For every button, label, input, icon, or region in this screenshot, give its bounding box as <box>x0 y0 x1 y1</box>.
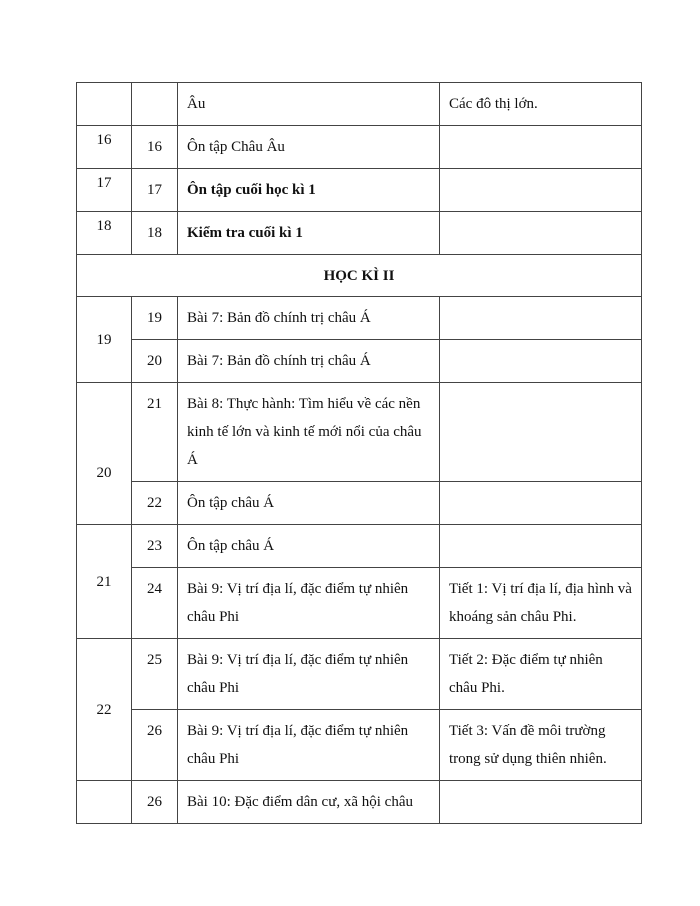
week-cell: 19 <box>77 297 132 383</box>
table-row <box>77 710 642 781</box>
lesson-cell: 24 <box>132 568 178 639</box>
content-cell: Bài 10: Đặc điểm dân cư, xã hội châu <box>178 781 440 824</box>
table-row <box>77 297 642 340</box>
content-cell: Âu <box>178 83 440 126</box>
note-cell <box>440 212 642 255</box>
note-cell <box>440 482 642 525</box>
week-cell: 20 <box>77 383 132 525</box>
lesson-cell: 18 <box>132 212 178 255</box>
content-cell: Ôn tập Châu Âu <box>178 126 440 169</box>
content-cell: Bài 9: Vị trí địa lí, đặc điểm tự nhiên châu Phi <box>178 639 440 710</box>
note-cell <box>440 126 642 169</box>
note-cell: Tiết 3: Vấn đề môi trường trong sử dụng thiên nhiên. <box>440 710 642 781</box>
content-cell: Bài 8: Thực hành: Tìm hiểu về các nền kinh tế lớn và kinh tế mới nổi của châu Á <box>178 383 440 482</box>
table-row <box>77 568 642 639</box>
table-row <box>77 212 642 255</box>
lesson-cell: 26 <box>132 710 178 781</box>
week-cell: 21 <box>77 525 132 639</box>
table-row <box>77 383 642 482</box>
lesson-cell: 19 <box>132 297 178 340</box>
table-row <box>77 83 642 126</box>
content-cell: Ôn tập châu Á <box>178 482 440 525</box>
table-row <box>77 482 642 525</box>
week-cell: 17 <box>77 169 132 212</box>
semester-heading: HỌC KÌ II <box>77 255 642 297</box>
note-cell <box>440 781 642 824</box>
curriculum-table <box>76 82 642 824</box>
week-cell: 22 <box>77 639 132 781</box>
note-cell <box>440 297 642 340</box>
week-cell: 18 <box>77 212 132 255</box>
table-row <box>77 340 642 383</box>
note-cell <box>440 383 642 482</box>
table-row <box>77 525 642 568</box>
lesson-cell: 17 <box>132 169 178 212</box>
content-cell: Bài 7: Bản đồ chính trị châu Á <box>178 297 440 340</box>
content-cell: Bài 9: Vị trí địa lí, đặc điểm tự nhiên châu Phi <box>178 710 440 781</box>
note-cell: Tiết 2: Đặc điểm tự nhiên châu Phi. <box>440 639 642 710</box>
table-row <box>77 639 642 710</box>
week-cell <box>77 83 132 126</box>
lesson-cell: 20 <box>132 340 178 383</box>
note-cell: Các đô thị lớn. <box>440 83 642 126</box>
note-cell <box>440 340 642 383</box>
lesson-cell: 25 <box>132 639 178 710</box>
lesson-cell: 16 <box>132 126 178 169</box>
semester-row <box>77 255 642 297</box>
table-row <box>77 781 642 824</box>
content-cell: Kiểm tra cuối kì 1 <box>178 212 440 255</box>
lesson-cell: 26 <box>132 781 178 824</box>
note-cell <box>440 169 642 212</box>
week-cell: 16 <box>77 126 132 169</box>
note-cell <box>440 525 642 568</box>
lesson-cell <box>132 83 178 126</box>
content-cell: Bài 9: Vị trí địa lí, đặc điểm tự nhiên châu Phi <box>178 568 440 639</box>
lesson-cell: 21 <box>132 383 178 482</box>
lesson-cell: 23 <box>132 525 178 568</box>
table-row <box>77 126 642 169</box>
table-row <box>77 169 642 212</box>
content-cell: Ôn tập cuối học kì 1 <box>178 169 440 212</box>
lesson-cell: 22 <box>132 482 178 525</box>
content-cell: Ôn tập châu Á <box>178 525 440 568</box>
note-cell: Tiết 1: Vị trí địa lí, địa hình và khoáng sản châu Phi. <box>440 568 642 639</box>
content-cell: Bài 7: Bản đồ chính trị châu Á <box>178 340 440 383</box>
week-cell <box>77 781 132 824</box>
